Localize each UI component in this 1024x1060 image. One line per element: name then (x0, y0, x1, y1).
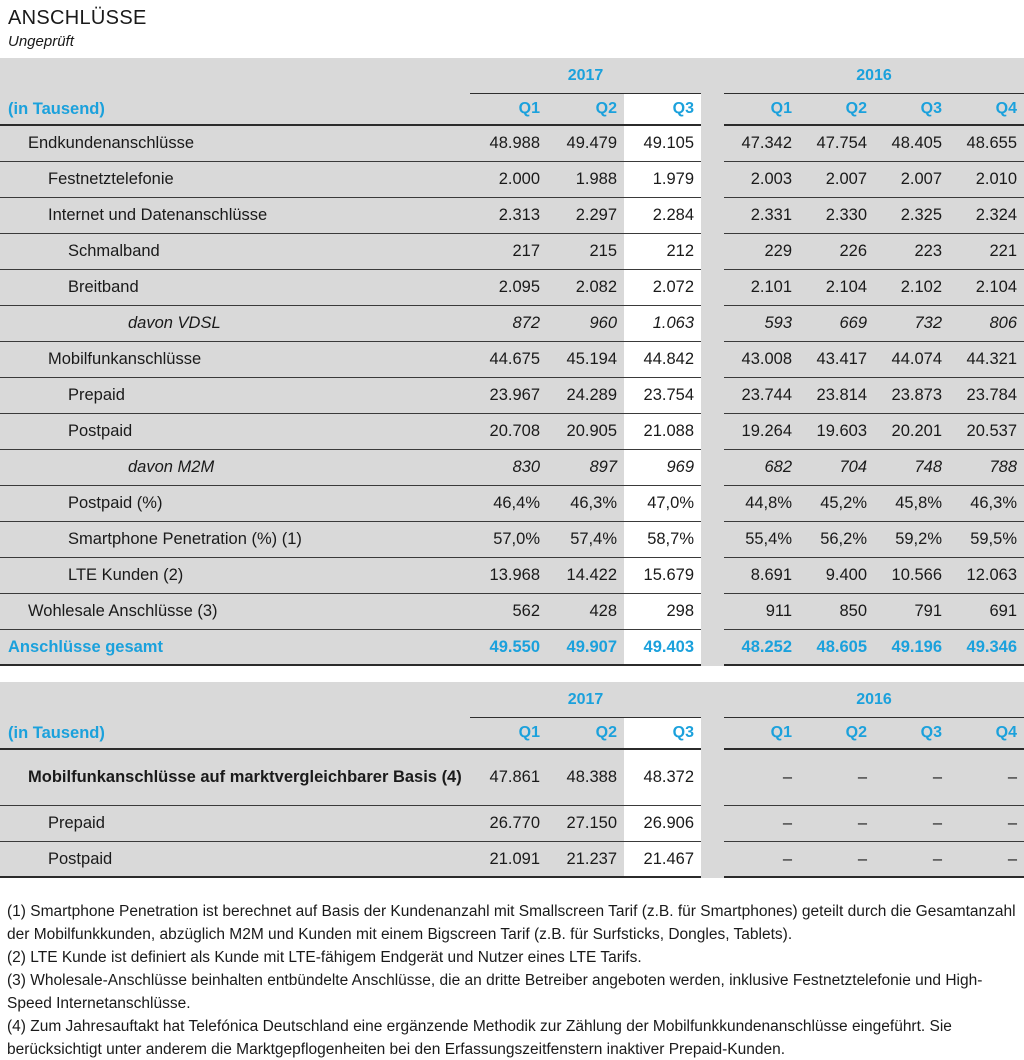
cell-2016-q2: 2.104 (799, 270, 874, 306)
row-label: Festnetztelefonie (0, 162, 470, 198)
quarter-label-2017-q3: Q3 (624, 94, 701, 126)
column-gap (701, 594, 724, 630)
cell-2017-q3: 49.105 (624, 126, 701, 162)
cell-2017-q1: 46,4% (470, 486, 547, 522)
table-row (0, 750, 1024, 806)
cell-2016-q4: 59,5% (949, 522, 1024, 558)
cell-2017-q2: 27.150 (547, 806, 624, 842)
page-subtitle: Ungeprüft (8, 33, 74, 50)
row-label: LTE Kunden (2) (0, 558, 470, 594)
cell-2016-q2: 47.754 (799, 126, 874, 162)
cell-2016-q4: 23.784 (949, 378, 1024, 414)
cell-2016-q3: 48.405 (874, 126, 949, 162)
cell-2016-q1: 911 (724, 594, 799, 630)
cell-2017-q2: 215 (547, 234, 624, 270)
cell-2016-q4: 48.655 (949, 126, 1024, 162)
year-label-2016: 2016 (724, 682, 1024, 718)
year-label-2017: 2017 (470, 682, 701, 718)
cell-2016-q1: 47.342 (724, 126, 799, 162)
year-label-2016: 2016 (724, 58, 1024, 94)
cell-2017-q3: 21.467 (624, 842, 701, 878)
cell-2016-q2: 2.330 (799, 198, 874, 234)
row-label: Internet und Datenanschlüsse (0, 198, 470, 234)
column-gap (701, 378, 724, 414)
cell-2016-q4: 44.321 (949, 342, 1024, 378)
page-title: ANSCHLÜSSE (8, 7, 147, 29)
column-gap (701, 342, 724, 378)
cell-2016-q3: 732 (874, 306, 949, 342)
table-separator (0, 666, 1024, 682)
cell-2017-q2: 57,4% (547, 522, 624, 558)
cell-2017-q1: 2.000 (470, 162, 547, 198)
column-gap (701, 630, 724, 666)
cell-2016-q4: 2.104 (949, 270, 1024, 306)
cell-2016-q3: 44.074 (874, 342, 949, 378)
table-row (0, 342, 1024, 378)
table-row (0, 306, 1024, 342)
cell-2017-q1: 562 (470, 594, 547, 630)
cell-2016-q2: 669 (799, 306, 874, 342)
column-gap (701, 414, 724, 450)
table-row (0, 450, 1024, 486)
cell-2016-q2: 226 (799, 234, 874, 270)
cell-2016-q3: 2.325 (874, 198, 949, 234)
column-gap (701, 718, 724, 750)
cell-2016-q3: 45,8% (874, 486, 949, 522)
quarter-label-2017-q3: Q3 (624, 718, 701, 750)
cell-2016-q4: – (949, 806, 1024, 842)
quarter-label-2016-q2: Q2 (799, 94, 874, 126)
cell-2017-q3: 1.979 (624, 162, 701, 198)
row-label: Mobilfunkanschlüsse auf marktvergleichbarer Basis (4) (0, 750, 470, 806)
quarter-header-row (0, 94, 1024, 126)
row-label: Wohlesale Anschlüsse (3) (0, 594, 470, 630)
comparable-basis-table (0, 682, 1024, 878)
cell-2016-q1: 2.003 (724, 162, 799, 198)
cell-2016-q2: – (799, 806, 874, 842)
column-gap (701, 486, 724, 522)
cell-2016-q3: 2.007 (874, 162, 949, 198)
cell-2017-q3: 58,7% (624, 522, 701, 558)
cell-2017-q1: 830 (470, 450, 547, 486)
cell-2017-q3: 298 (624, 594, 701, 630)
row-label: Anschlüsse gesamt (0, 630, 470, 666)
footnote: (3) Wholesale-Anschlüsse beinhalten entbündelte Anschlüsse, die an dritte Betreiber angeboten werden, inklusive Festnetztelefonie und High-Speed Internetanschlüsse. (7, 972, 983, 1012)
cell-2016-q3: – (874, 750, 949, 806)
cell-2017-q2: 897 (547, 450, 624, 486)
table-row (0, 630, 1024, 666)
table-row (0, 486, 1024, 522)
table-row (0, 270, 1024, 306)
cell-2016-q2: 56,2% (799, 522, 874, 558)
table-row (0, 594, 1024, 630)
cell-2016-q4: 12.063 (949, 558, 1024, 594)
column-gap (701, 306, 724, 342)
cell-2016-q1: 229 (724, 234, 799, 270)
table-row (0, 842, 1024, 878)
cell-2017-q1: 48.988 (470, 126, 547, 162)
table-row (0, 522, 1024, 558)
cell-2017-q2: 960 (547, 306, 624, 342)
cell-2017-q2: 49.479 (547, 126, 624, 162)
quarter-label-2017-q2: Q2 (547, 718, 624, 750)
cell-2016-q3: 20.201 (874, 414, 949, 450)
column-gap (701, 234, 724, 270)
cell-2016-q2: 43.417 (799, 342, 874, 378)
cell-2017-q1: 26.770 (470, 806, 547, 842)
cell-2016-q3: 49.196 (874, 630, 949, 666)
unit-label: (in Tausend) (0, 94, 470, 126)
cell-2017-q2: 45.194 (547, 342, 624, 378)
cell-2016-q4: – (949, 750, 1024, 806)
column-gap (701, 94, 724, 126)
cell-2016-q1: 19.264 (724, 414, 799, 450)
cell-2016-q4: 49.346 (949, 630, 1024, 666)
cell-2017-q1: 21.091 (470, 842, 547, 878)
cell-2017-q2: 2.297 (547, 198, 624, 234)
cell-2016-q4: 788 (949, 450, 1024, 486)
year-row-spacer (0, 58, 470, 94)
year-label-2017: 2017 (470, 58, 701, 94)
cell-2016-q3: 23.873 (874, 378, 949, 414)
cell-2016-q2: 45,2% (799, 486, 874, 522)
quarter-label-2016-q1: Q1 (724, 94, 799, 126)
cell-2017-q3: 48.372 (624, 750, 701, 806)
cell-2016-q2: 23.814 (799, 378, 874, 414)
cell-2017-q3: 212 (624, 234, 701, 270)
cell-2016-q1: 55,4% (724, 522, 799, 558)
cell-2017-q1: 20.708 (470, 414, 547, 450)
cell-2017-q1: 217 (470, 234, 547, 270)
quarter-label-2016-q4: Q4 (949, 94, 1024, 126)
table-row (0, 162, 1024, 198)
cell-2016-q4: – (949, 842, 1024, 878)
cell-2017-q2: 1.988 (547, 162, 624, 198)
column-gap (701, 682, 724, 718)
row-label: Postpaid (%) (0, 486, 470, 522)
row-label: Smartphone Penetration (%) (1) (0, 522, 470, 558)
row-label: Prepaid (0, 806, 470, 842)
unit-label: (in Tausend) (0, 718, 470, 750)
cell-2017-q3: 969 (624, 450, 701, 486)
cell-2016-q2: 48.605 (799, 630, 874, 666)
cell-2017-q2: 48.388 (547, 750, 624, 806)
table-row (0, 126, 1024, 162)
cell-2017-q1: 872 (470, 306, 547, 342)
cell-2016-q1: 682 (724, 450, 799, 486)
quarter-label-2016-q4: Q4 (949, 718, 1024, 750)
cell-2016-q2: 9.400 (799, 558, 874, 594)
cell-2017-q1: 13.968 (470, 558, 547, 594)
table-row (0, 414, 1024, 450)
cell-2016-q3: 10.566 (874, 558, 949, 594)
cell-2016-q3: 2.102 (874, 270, 949, 306)
quarter-label-2017-q1: Q1 (470, 718, 547, 750)
cell-2016-q3: – (874, 806, 949, 842)
cell-2017-q3: 23.754 (624, 378, 701, 414)
column-gap (701, 126, 724, 162)
cell-2017-q3: 2.072 (624, 270, 701, 306)
row-label: Mobilfunkanschlüsse (0, 342, 470, 378)
cell-2017-q1: 44.675 (470, 342, 547, 378)
cell-2017-q2: 21.237 (547, 842, 624, 878)
cell-2017-q2: 24.289 (547, 378, 624, 414)
cell-2016-q3: 748 (874, 450, 949, 486)
cell-2016-q4: 806 (949, 306, 1024, 342)
cell-2016-q1: – (724, 750, 799, 806)
cell-2017-q1: 23.967 (470, 378, 547, 414)
cell-2017-q1: 49.550 (470, 630, 547, 666)
column-gap (701, 450, 724, 486)
row-label: Breitband (0, 270, 470, 306)
column-gap (701, 750, 724, 806)
row-label: davon M2M (0, 450, 470, 486)
cell-2017-q2: 20.905 (547, 414, 624, 450)
column-gap (701, 806, 724, 842)
footnotes (0, 900, 1024, 1060)
cell-2017-q3: 15.679 (624, 558, 701, 594)
cell-2017-q3: 21.088 (624, 414, 701, 450)
cell-2016-q1: 23.744 (724, 378, 799, 414)
cell-2017-q3: 47,0% (624, 486, 701, 522)
row-label: Prepaid (0, 378, 470, 414)
cell-2016-q2: 19.603 (799, 414, 874, 450)
cell-2017-q1: 47.861 (470, 750, 547, 806)
row-label: Postpaid (0, 414, 470, 450)
footnote: (1) Smartphone Penetration ist berechnet auf Basis der Kundenanzahl mit Smallscreen Tarif (z.B. für Smartphones) geteilt durch die Gesamtanzahl der Mobilfunkkunden, abzüglich M2M und Kunden mit einem Bigscreen Tarif (z.B. für Surfsticks, Dongles, Tablets). (7, 903, 1016, 943)
cell-2016-q4: 20.537 (949, 414, 1024, 450)
year-header-row (0, 58, 1024, 94)
cell-2016-q4: 2.324 (949, 198, 1024, 234)
cell-2016-q3: 59,2% (874, 522, 949, 558)
cell-2017-q1: 2.095 (470, 270, 547, 306)
table-row (0, 234, 1024, 270)
cell-2017-q1: 2.313 (470, 198, 547, 234)
cell-2016-q2: 850 (799, 594, 874, 630)
quarter-label-2016-q3: Q3 (874, 718, 949, 750)
cell-2017-q2: 428 (547, 594, 624, 630)
cell-2016-q1: 44,8% (724, 486, 799, 522)
cell-2016-q1: 43.008 (724, 342, 799, 378)
table-row (0, 198, 1024, 234)
quarter-label-2017-q1: Q1 (470, 94, 547, 126)
cell-2017-q3: 26.906 (624, 806, 701, 842)
cell-2016-q2: 2.007 (799, 162, 874, 198)
row-label: davon VDSL (0, 306, 470, 342)
column-gap (701, 558, 724, 594)
cell-2016-q4: 2.010 (949, 162, 1024, 198)
cell-2017-q1: 57,0% (470, 522, 547, 558)
cell-2016-q1: 8.691 (724, 558, 799, 594)
table-row (0, 806, 1024, 842)
cell-2016-q2: 704 (799, 450, 874, 486)
cell-2016-q3: – (874, 842, 949, 878)
cell-2017-q2: 46,3% (547, 486, 624, 522)
row-label: Postpaid (0, 842, 470, 878)
column-gap (701, 522, 724, 558)
cell-2016-q3: 223 (874, 234, 949, 270)
year-row-spacer (0, 682, 470, 718)
footnote: (4) Zum Jahresauftakt hat Telefónica Deutschland eine ergänzende Methodik zur Zählung der Mobilfunkkundenanschlüsse eingeführt. Sie berücksichtigt unter anderem die Marktgepflogenheiten bei den Erfassungszeitfenstern inaktiver Prepaid-Kunden. (7, 1018, 952, 1058)
cell-2016-q2: – (799, 750, 874, 806)
cell-2016-q1: 2.331 (724, 198, 799, 234)
column-gap (701, 58, 724, 94)
quarter-label-2016-q3: Q3 (874, 94, 949, 126)
cell-2017-q3: 49.403 (624, 630, 701, 666)
footnote: (2) LTE Kunde ist definiert als Kunde mit LTE-fähigem Endgerät und Nutzer eines LTE Tarifs. (7, 949, 642, 966)
row-label: Endkundenanschlüsse (0, 126, 470, 162)
quarter-header-row (0, 718, 1024, 750)
year-header-row (0, 682, 1024, 718)
cell-2016-q1: 2.101 (724, 270, 799, 306)
quarter-label-2016-q2: Q2 (799, 718, 874, 750)
cell-2016-q4: 691 (949, 594, 1024, 630)
cell-2016-q2: – (799, 842, 874, 878)
column-gap (701, 270, 724, 306)
column-gap (701, 162, 724, 198)
column-gap (701, 842, 724, 878)
cell-2017-q3: 44.842 (624, 342, 701, 378)
cell-2017-q2: 14.422 (547, 558, 624, 594)
cell-2017-q3: 1.063 (624, 306, 701, 342)
quarter-label-2017-q2: Q2 (547, 94, 624, 126)
table-row (0, 378, 1024, 414)
cell-2017-q2: 49.907 (547, 630, 624, 666)
row-label: Schmalband (0, 234, 470, 270)
table-row (0, 558, 1024, 594)
connections-table (0, 58, 1024, 666)
cell-2016-q3: 791 (874, 594, 949, 630)
cell-2016-q1: – (724, 842, 799, 878)
cell-2017-q3: 2.284 (624, 198, 701, 234)
quarter-label-2016-q1: Q1 (724, 718, 799, 750)
cell-2016-q4: 221 (949, 234, 1024, 270)
report-header (0, 0, 1024, 58)
column-gap (701, 198, 724, 234)
cell-2016-q1: 48.252 (724, 630, 799, 666)
cell-2016-q1: 593 (724, 306, 799, 342)
cell-2017-q2: 2.082 (547, 270, 624, 306)
cell-2016-q1: – (724, 806, 799, 842)
cell-2016-q4: 46,3% (949, 486, 1024, 522)
